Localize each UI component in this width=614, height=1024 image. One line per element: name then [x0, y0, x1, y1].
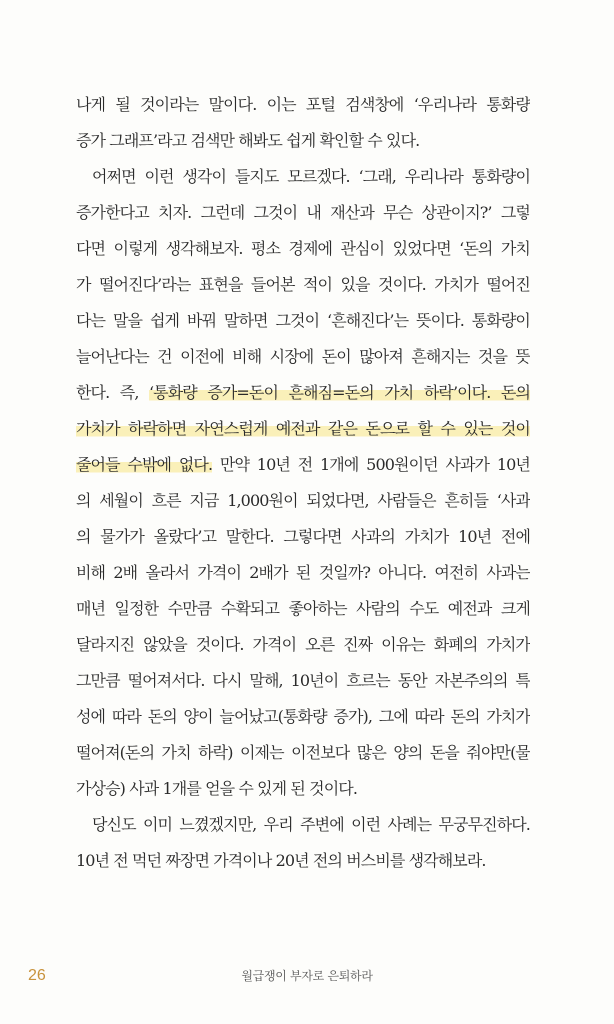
text-segment: 떨어져(돈의 가치 하락) 이제는 이전보다 많은 양의 돈을 줘야만(물: [76, 743, 530, 762]
text-segment: 늘어난다는 건 이전에 비해 시장에 돈이 많아져 흔해지는 것을 뜻: [76, 347, 530, 366]
text-line: [92, 160, 530, 194]
highlighted-text: 가치가 하락하면 자연스럽게 예전과 같은 돈으로 할 수 있는 것이: [76, 419, 530, 438]
text-segment: 성에 따라 돈의 양이 늘어났고(통화량 증가), 그에 따라 돈의 가치가: [76, 707, 530, 726]
text-line: [76, 520, 530, 554]
running-footer-book-title: 월급쟁이 부자로 은퇴하라: [241, 969, 373, 983]
text-segment: 비해 2배 올라서 가격이 2배가 된 것일까? 아니다. 여전히 사과는: [76, 563, 530, 582]
text-line: [76, 340, 530, 374]
text-line: [76, 376, 530, 410]
text-segment: 10년 전 먹던 짜장면 가격이나 20년 전의 버스비를 생각해보라.: [76, 851, 486, 870]
text-segment: 나게 될 것이라는 말이다. 이는 포털 검색창에 ‘우리나라 통화량: [76, 95, 530, 114]
text-segment: 증가 그래프’라고 검색만 해봐도 쉽게 확인할 수 있다.: [76, 131, 420, 150]
text-segment: 의 물가가 올랐다’고 말한다. 그렇다면 사과의 가치가 10년 전에: [76, 527, 530, 546]
text-line: [76, 736, 530, 770]
text-line: [76, 484, 530, 518]
text-line: [76, 700, 530, 734]
text-segment: 다는 말을 쉽게 바꿔 말하면 그것이 ‘흔해진다’는 뜻이다. 통화량이: [76, 311, 530, 330]
text-segment: 매년 일정한 수만큼 수확되고 좋아하는 사람의 수도 예전과 크게: [76, 599, 530, 618]
text-line: [76, 412, 530, 446]
text-line: [76, 304, 530, 338]
page-number: 26: [28, 967, 46, 984]
text-segment: 가 떨어진다’라는 표현을 들어본 적이 있을 것이다. 가치가 떨어진: [76, 275, 530, 294]
text-line: [76, 232, 530, 266]
text-segment: 한다. 즉,: [76, 383, 149, 402]
text-line: [76, 772, 530, 806]
highlighted-text: 줄어들 수밖에 없다.: [76, 455, 213, 474]
highlighted-text: ‘통화량 증가=돈이 흔해짐=돈의 가치 하락’이다. 돈의: [148, 383, 530, 402]
text-line: [76, 592, 530, 626]
text-segment: 당신도 이미 느꼈겠지만, 우리 주변에 이런 사례는 무궁무진하다.: [92, 815, 530, 834]
text-line: [76, 88, 530, 122]
text-segment: 의 세월이 흐른 지금 1,000원이 되었다면, 사람들은 흔히들 ‘사과: [76, 491, 530, 510]
text-segment: 달라지진 않았을 것이다. 가격이 오른 진짜 이유는 화폐의 가치가: [76, 635, 530, 654]
text-line: [76, 556, 530, 590]
text-line: [76, 124, 530, 158]
text-line: [76, 844, 530, 878]
text-segment: 어쩌면 이런 생각이 들지도 모르겠다. ‘그래, 우리나라 통화량이: [92, 167, 530, 186]
text-segment: 만약 10년 전 1개에 500원이던 사과가 10년: [212, 455, 530, 474]
text-segment: 다면 이렇게 생각해보자. 평소 경제에 관심이 있었다면 ‘돈의 가치: [76, 239, 530, 258]
text-line: [76, 664, 530, 698]
text-line: [76, 196, 530, 230]
text-segment: 증가한다고 치자. 그런데 그것이 내 재산과 무슨 상관이지?’ 그렇: [76, 203, 530, 222]
text-line: [92, 808, 530, 842]
text-segment: 그만큼 떨어져서다. 다시 말해, 10년이 흐르는 동안 자본주의의 특: [76, 671, 530, 690]
text-line: [76, 628, 530, 662]
text-segment: 가상승) 사과 1개를 얻을 수 있게 된 것이다.: [76, 779, 358, 798]
text-line: [76, 268, 530, 302]
text-line: [76, 448, 530, 482]
